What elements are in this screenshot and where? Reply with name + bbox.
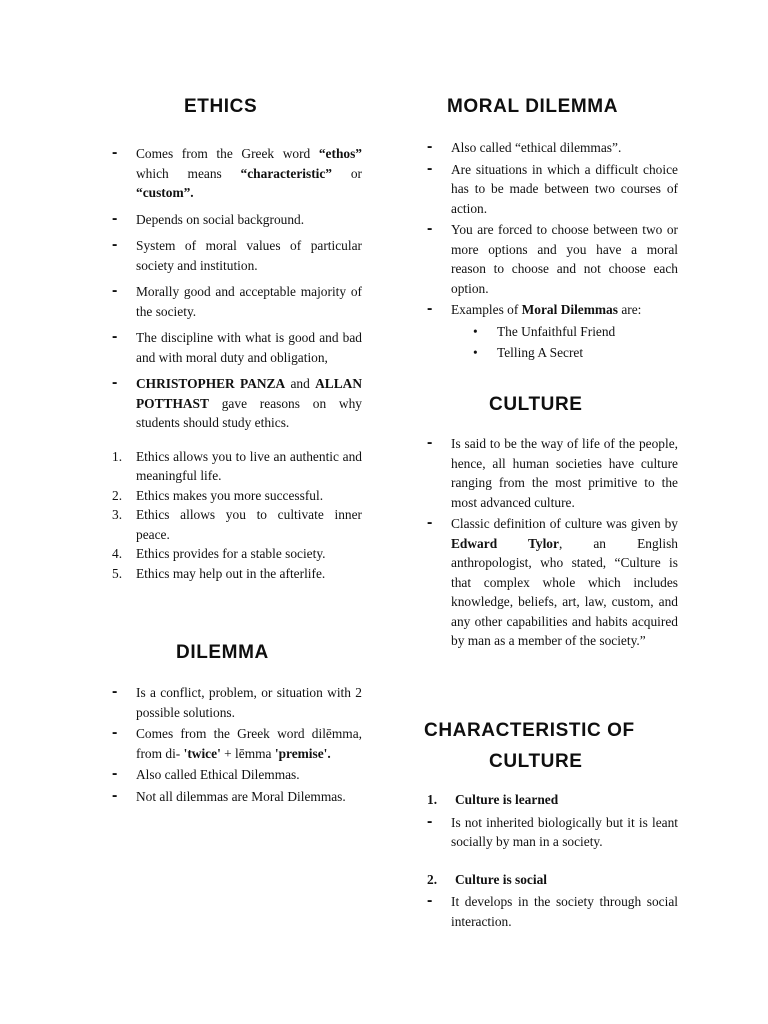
culture-item: - Is said to be the way of life of the people, hence, all human societies have culture ranging from the most primitive to the most advanced culture. (427, 434, 678, 510)
dilemma-item: - Also called Ethical Dilemmas. (112, 765, 300, 782)
culture-heading: CULTURE (489, 394, 583, 415)
ethics-item: - Comes from the Greek word “ethos” which means “characteristic” or “custom”. (112, 144, 362, 200)
bullet-icon: • (473, 345, 478, 360)
example-item: • The Unfaithful Friend (427, 322, 678, 342)
dash-bullet: - (427, 159, 433, 177)
moral-dilemma-item: - Also called “ethical dilemmas”. (427, 138, 622, 155)
ethics-item: - The discipline with what is good and bad and with moral duty and obligation, (112, 328, 362, 365)
dash-bullet: - (112, 209, 118, 227)
dash-bullet: - (427, 434, 433, 451)
ethics-item: - Depends on social background. (112, 209, 305, 227)
characteristic-title: 1. Culture is learned (427, 792, 559, 807)
dash-bullet: - (427, 300, 433, 317)
dash-bullet: - (427, 514, 433, 531)
dash-bullet: - (427, 138, 433, 155)
moral-dilemma-item: - You are forced to choose between two or more options and you have a moral reason to choose and not choose each option. (427, 220, 678, 296)
reason-item: 5. Ethics may help out in the afterlife. (112, 565, 326, 581)
ethics-item: - Morally good and acceptable majority of the society. (112, 282, 362, 319)
reason-item: 2. Ethics makes you more successful. (112, 487, 324, 503)
dash-bullet: - (112, 144, 118, 161)
dash-bullet: - (112, 724, 118, 741)
dash-bullet: - (112, 328, 118, 345)
reason-item: 1. Ethics allows you to live an authentic and meaningful life. (112, 448, 362, 483)
culture-list (427, 434, 678, 652)
example-item: • Telling A Secret (427, 343, 678, 363)
bullet-icon: • (473, 323, 478, 339)
dilemma-heading: DILEMMA (176, 642, 269, 663)
dash-bullet: - (112, 683, 118, 700)
characteristic-item: - It develops in the society through social interaction. (427, 892, 678, 929)
dilemma-item: - Comes from the Greek word dilēmma, from di- 'twice' + lēmma 'premise'. (112, 724, 362, 761)
moral-dilemma-heading: MORAL DILEMMA (447, 96, 619, 117)
reason-item: 3. Ethics allows you to cultivate inner peace. (112, 507, 362, 542)
characteristic-heading-line1: CHARACTERISTIC OF (424, 720, 635, 741)
ethics-list (112, 144, 362, 583)
characteristic-list (427, 790, 678, 938)
dash-bullet: - (112, 374, 118, 391)
ethics-item: - CHRISTOPHER PANZA and ALLAN POTTHAST gave reasons on why students should study ethics. (112, 374, 362, 430)
dash-bullet: - (427, 812, 433, 830)
characteristic-title: 2. Culture is social (427, 871, 548, 887)
ethics-item: - System of moral values of particular society and institution. (112, 236, 362, 273)
dash-bullet: - (112, 282, 118, 299)
moral-dilemma-item: - Are situations in which a difficult choice has to be made between two courses of action. (427, 159, 678, 216)
dash-bullet: - (112, 236, 118, 253)
dash-bullet: - (112, 765, 118, 782)
dilemma-item: - Not all dilemmas are Moral Dilemmas. (112, 786, 346, 804)
culture-item: - Classic definition of culture was given by Edward Tylor, an English anthropologist, who stated, “Culture is that complex whole which includes knowledge, beliefs, art, law, custom, and any other capabilities and habits acquired by man as a member of the society.” (427, 514, 678, 648)
moral-dilemma-list (427, 138, 678, 365)
dilemma-list (112, 683, 362, 807)
moral-dilemma-item: - Examples of Moral Dilemmas are: (427, 300, 642, 317)
dash-bullet: - (427, 220, 433, 237)
ethics-heading: ETHICS (184, 96, 258, 117)
dash-bullet: - (112, 786, 118, 804)
dash-bullet: - (427, 892, 433, 909)
reason-item: 4. Ethics provides for a stable society. (112, 546, 326, 561)
characteristic-item: - Is not inherited biologically but it is leant socially by man in a society. (427, 812, 678, 849)
characteristic-heading-line2: CULTURE (489, 751, 583, 772)
dilemma-item: - Is a conflict, problem, or situation with 2 possible solutions. (112, 683, 362, 720)
